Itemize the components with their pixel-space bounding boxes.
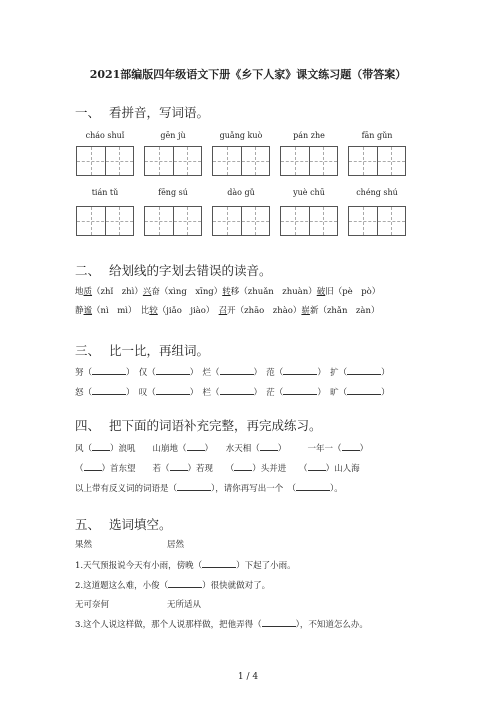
- section-number: 五、: [75, 517, 101, 532]
- writing-box[interactable]: [212, 206, 270, 236]
- text: 怒（: [75, 388, 93, 398]
- writing-box[interactable]: [212, 146, 270, 176]
- text: ） 范（: [253, 368, 284, 378]
- underlined-char: 较: [149, 306, 158, 316]
- answer-blank[interactable]: [234, 461, 252, 471]
- text: 努（: [75, 368, 93, 378]
- pinyin-row-1: [72, 131, 412, 143]
- text: 地: [75, 287, 84, 297]
- text: ）。: [330, 484, 343, 494]
- fill-question-1: [75, 558, 296, 571]
- section-number: 二、: [75, 263, 101, 278]
- answer-blank[interactable]: [170, 461, 188, 471]
- section-3-heading: [75, 341, 209, 359]
- answer-blank[interactable]: [156, 365, 190, 375]
- answer-blank[interactable]: [347, 365, 381, 375]
- answer-blank[interactable]: [260, 441, 278, 451]
- answer-blank[interactable]: [342, 441, 360, 451]
- underlined-char: 破: [316, 287, 326, 297]
- section-number: 一、: [75, 105, 101, 120]
- answer-blank[interactable]: [92, 365, 126, 375]
- answer-blank[interactable]: [177, 481, 211, 491]
- compare-row-1: [75, 365, 390, 378]
- pinyin: dào gǔ: [227, 188, 255, 197]
- page-number: 1 / 4: [237, 672, 259, 682]
- answer-blank[interactable]: [283, 365, 317, 375]
- text: 以上带有反义词的词语是（: [75, 484, 178, 494]
- writing-box[interactable]: [144, 146, 202, 176]
- section-label: 把下面的词语补充完整，再完成练习。: [109, 418, 322, 433]
- pinyin: fān gǔn: [361, 131, 393, 140]
- writing-box[interactable]: [76, 206, 134, 236]
- word-options-1: [75, 538, 184, 550]
- writing-box[interactable]: [348, 206, 406, 236]
- section-2-heading: [75, 261, 272, 279]
- pinyin: gēn jù: [160, 131, 186, 140]
- text: 2.这道题这么难，小俊（: [75, 581, 169, 591]
- pinyin-options[interactable]: 新（zhǎn zàn）: [309, 306, 380, 316]
- reading-line-2: [75, 304, 379, 316]
- text: 1.天气预报说今天有小雨，傍晚（: [75, 561, 203, 571]
- answer-blank[interactable]: [296, 481, 330, 491]
- text: 静: [75, 306, 84, 316]
- answer-blank[interactable]: [220, 365, 254, 375]
- text: ）若现 （: [187, 464, 235, 474]
- word-option: 居然: [167, 540, 185, 550]
- word-option: 无所适从: [167, 600, 202, 610]
- page-title: 2021部编版四年级语文下册《乡下人家》课文练习题（带答案）: [89, 68, 407, 81]
- word-option: 果然: [75, 540, 93, 550]
- text: ） 扩（: [317, 368, 348, 378]
- text: ），不知道怎么办。: [295, 620, 368, 630]
- text: ） 仅（: [126, 368, 156, 378]
- pinyin-options[interactable]: 旧（pè pò）: [325, 287, 381, 297]
- writing-box[interactable]: [348, 146, 406, 176]
- complete-row-1: [75, 441, 368, 454]
- text: ）很快就做对了。: [202, 581, 271, 591]
- pinyin: yuè chū: [293, 188, 325, 197]
- underlined-char: 转: [222, 287, 231, 297]
- text: ） 水天相（: [204, 444, 260, 454]
- underlined-char: 崭: [301, 306, 310, 316]
- text: ）首东望 若（: [101, 464, 170, 474]
- answer-blank[interactable]: [347, 385, 381, 395]
- text: ） 烂（: [189, 368, 220, 378]
- text: ）下起了小雨。: [236, 561, 296, 571]
- writing-grid-row-1: [72, 146, 412, 178]
- pinyin: pán zhe: [293, 131, 325, 140]
- text: 3.这个人说这样做，那个人说那样做，把他弄得（: [75, 620, 262, 630]
- section-label: 看拼音，写词语。: [109, 105, 210, 120]
- writing-box[interactable]: [76, 146, 134, 176]
- answer-blank[interactable]: [187, 441, 205, 451]
- answer-blank[interactable]: [84, 461, 102, 471]
- underlined-char: 召: [218, 306, 228, 316]
- text: ） 叹（: [126, 388, 156, 398]
- answer-blank[interactable]: [92, 441, 110, 451]
- pinyin-options[interactable]: （nì mì） 比: [92, 306, 150, 316]
- pinyin: fēng sú: [158, 188, 188, 197]
- text: ）: [381, 388, 390, 398]
- answer-blank[interactable]: [220, 385, 254, 395]
- pinyin: guǎng kuò: [219, 131, 263, 140]
- text: ）山人海: [325, 464, 360, 474]
- underlined-char: 质: [83, 287, 93, 297]
- writing-grid-row-2: [72, 206, 412, 238]
- text: （: [75, 464, 84, 474]
- text: ），请你再写出一个 （: [211, 484, 297, 494]
- writing-box[interactable]: [280, 146, 338, 176]
- section-4-heading: [75, 416, 322, 434]
- word-option: 无可奈何: [75, 600, 110, 610]
- answer-blank[interactable]: [202, 558, 236, 568]
- text: ） 茫（: [253, 388, 284, 398]
- section-label: 选词填空。: [109, 517, 172, 532]
- word-options-2: [75, 598, 201, 610]
- pinyin: cháo shuǐ: [85, 131, 125, 140]
- pinyin-options[interactable]: （jiǎo jiào）: [157, 306, 219, 316]
- section-number: 四、: [75, 418, 101, 433]
- pinyin: tián tǔ: [91, 188, 119, 197]
- answer-blank[interactable]: [92, 385, 126, 395]
- text: ）: [359, 444, 369, 454]
- pinyin-options[interactable]: 奋（xìng xīng）: [151, 287, 223, 297]
- text: ）浪吼 山崩地（: [110, 444, 187, 454]
- pinyin-options[interactable]: 开（zhāo zhào）: [227, 306, 302, 316]
- answer-blank[interactable]: [308, 461, 326, 471]
- section-label: 给划线的字划去错误的读音。: [109, 263, 272, 278]
- text: ） 旷（: [317, 388, 348, 398]
- pinyin-row-2: [72, 188, 412, 200]
- fill-question-2: [75, 578, 270, 591]
- section-5-heading: [75, 515, 172, 533]
- text: 风（: [75, 444, 93, 454]
- answer-blank[interactable]: [283, 385, 317, 395]
- compare-row-2: [75, 385, 390, 398]
- text: ） 一年一（: [277, 444, 342, 454]
- writing-box[interactable]: [280, 206, 338, 236]
- reading-line-1: [75, 285, 380, 297]
- complete-row-2: [75, 461, 360, 474]
- writing-box[interactable]: [144, 206, 202, 236]
- section-label: 比一比，再组词。: [109, 343, 210, 358]
- section-1-heading: [75, 103, 209, 121]
- pinyin-options[interactable]: （zhǐ zhì）: [92, 287, 143, 297]
- underlined-char: 兴: [142, 287, 152, 297]
- text: ）: [381, 368, 390, 378]
- answer-blank[interactable]: [168, 578, 202, 588]
- complete-row-3: [75, 481, 343, 494]
- answer-blank[interactable]: [156, 385, 190, 395]
- underlined-char: 谧: [83, 306, 93, 316]
- answer-blank[interactable]: [262, 617, 296, 627]
- pinyin-options[interactable]: 移（zhuǎn zhuàn）: [230, 287, 317, 297]
- pinyin: chéng shú: [356, 188, 398, 197]
- fill-question-3: [75, 617, 368, 630]
- text: ）头并进 （: [252, 464, 308, 474]
- text: ） 栏（: [189, 388, 220, 398]
- section-number: 三、: [75, 343, 101, 358]
